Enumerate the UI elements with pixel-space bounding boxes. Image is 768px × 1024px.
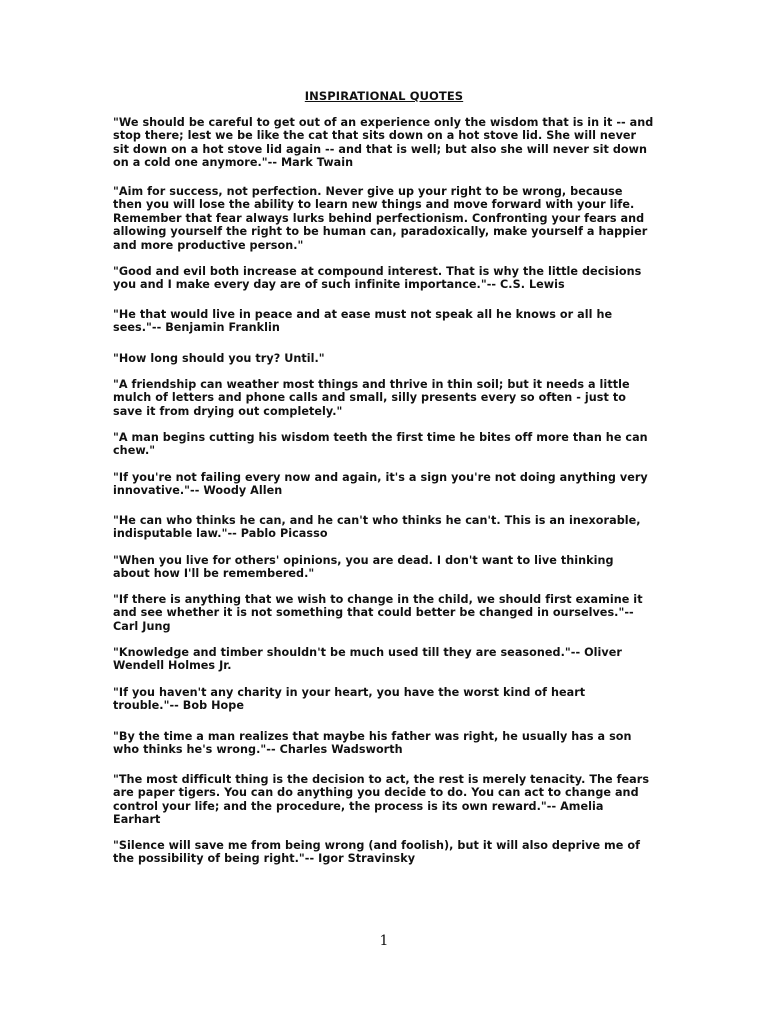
quote-pablo-picasso: "He can who thinks he can, and he can't who thinks he can't. This is an inexorable, indisputable law."-- Pablo Picasso	[113, 514, 641, 541]
quote-mark-twain: "We should be careful to get out of an experience only the wisdom that is in it -- and stop there; lest we be like the cat that sits down on a hot stove lid. She will never sit down on a hot stove lid again -- and that is well; but also she will never sit down on a cold one anymore."-- Mark Twain	[113, 116, 654, 170]
quote-wisdom-teeth: "A man begins cutting his wisdom teeth the first time he bites off more than he can chew."	[113, 431, 648, 458]
page-number: 1	[379, 933, 389, 949]
quote-friendship: "A friendship can weather most things and thrive in thin soil; but it needs a little mulch of letters and phone calls and small, silly presents every so often - just to save it from drying out completely."	[113, 378, 630, 418]
quote-igor-stravinsky: "Silence will save me from being wrong (and foolish), but it will also deprive me of the possibility of being right."-- Igor Stravinsky	[113, 839, 641, 866]
quote-oliver-wendell-holmes: "Knowledge and timber shouldn't be much used till they are seasoned."-- Oliver Wendell Holmes Jr.	[113, 646, 622, 673]
quote-benjamin-franklin: "He that would live in peace and at ease must not speak all he knows or all he sees."-- Benjamin Franklin	[113, 308, 613, 335]
document-title: INSPIRATIONAL QUOTES	[304, 89, 464, 103]
quote-amelia-earhart: "The most difficult thing is the decision to act, the rest is merely tenacity. The fears are paper tigers. You can do anything you decide to do. You can act to change and control your life; and the procedure, the process is its own reward."-- Amelia Earhart	[113, 773, 650, 827]
quote-bob-hope: "If you haven't any charity in your heart, you have the worst kind of heart trouble."-- Bob Hope	[113, 686, 586, 713]
quote-cs-lewis: "Good and evil both increase at compound interest. That is why the little decisions you and I make every day are of such infinite importance."-- C.S. Lewis	[113, 265, 642, 292]
quote-carl-jung: "If there is anything that we wish to change in the child, we should first examine it and see whether it is not something that could better be changed in ourselves."-- Carl Jung	[113, 593, 643, 633]
quote-how-long: "How long should you try? Until."	[113, 352, 325, 365]
quote-others-opinions: "When you live for others' opinions, you are dead. I don't want to live thinking about how I'll be remembered."	[113, 554, 614, 581]
quote-woody-allen: "If you're not failing every now and again, it's a sign you're not doing anything very innovative."-- Woody Allen	[113, 471, 648, 498]
quote-aim-for-success: "Aim for success, not perfection. Never give up your right to be wrong, because then you will lose the ability to learn new things and move forward with your life. Remember that fear always lurks behind perfectionism. Confronting your fears and allowing yourself the right to be human can, paradoxically, make yourself a happier and more productive person."	[113, 185, 648, 252]
quote-charles-wadsworth: "By the time a man realizes that maybe his father was right, he usually has a son who thinks he's wrong."-- Charles Wadsworth	[113, 730, 632, 757]
